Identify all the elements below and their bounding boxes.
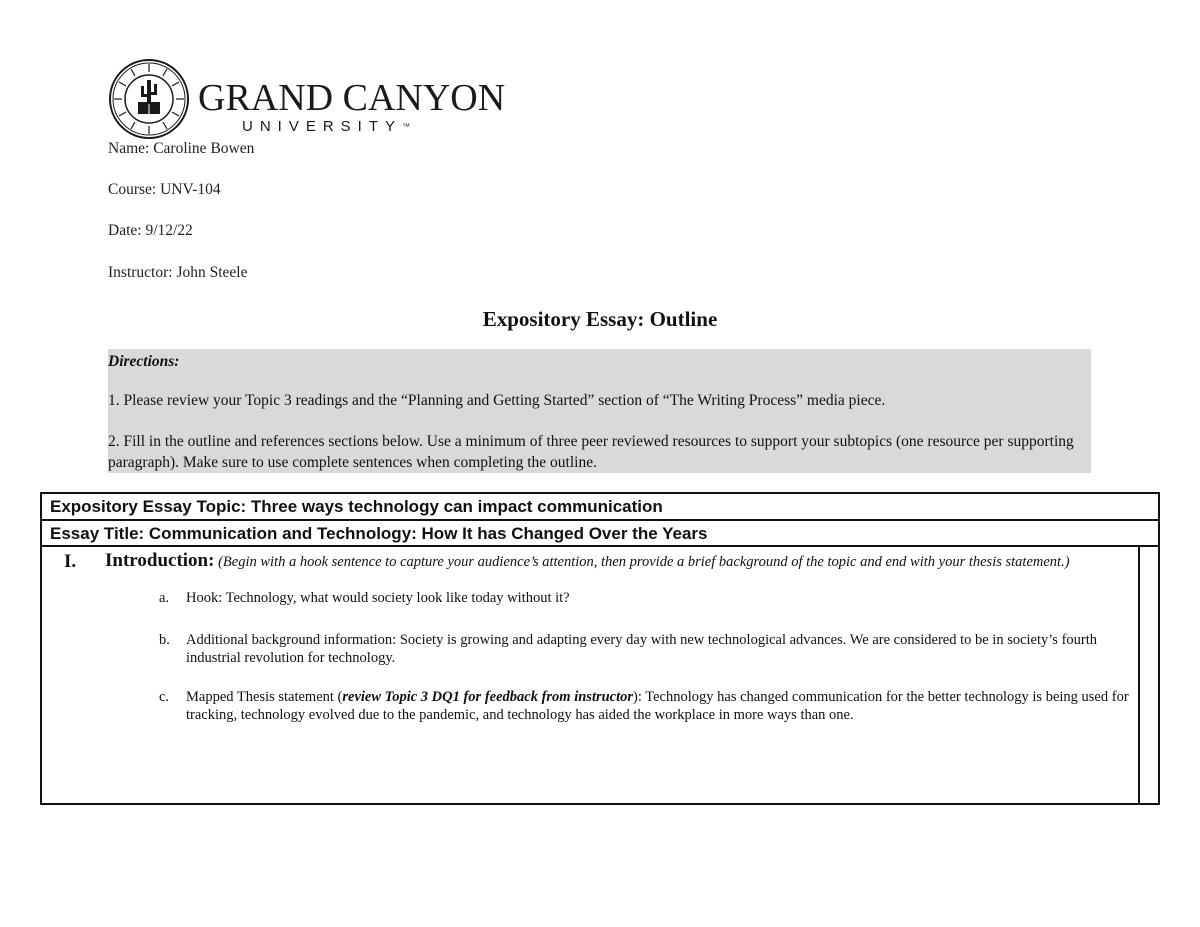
directions-heading: Directions: <box>108 353 180 370</box>
list-item-letter: a. <box>159 590 170 606</box>
list-item-letter: c. <box>159 689 170 705</box>
logo-wordmark <box>198 78 505 118</box>
logo-name-line: GRAND CANYON <box>198 77 506 119</box>
list-item-text <box>186 688 1132 724</box>
university-seal-icon <box>108 58 190 140</box>
table-row-topic <box>42 494 1158 521</box>
thesis-suffix: ): Technology has changed communication for the better technology is being used for tracking, technology evolved due to the pandemic, and technology has aided the workplace in more ways than one. <box>186 689 1129 723</box>
section-title: Introduction: <box>105 550 215 571</box>
instructor-name: Instructor: John Steele <box>108 264 248 281</box>
thesis-emphasis: review Topic 3 DQ1 for feedback from instructor <box>342 689 634 705</box>
date-line: Date: 9/12/22 <box>108 222 193 239</box>
course-code: Course: UNV-104 <box>108 181 221 198</box>
directions-item-1: 1. Please review your Topic 3 readings and the “Planning and Getting Started” section of “The Writing Process” media piece. <box>108 392 886 409</box>
document-title: Expository Essay: Outline <box>482 307 718 331</box>
trademark-symbol: ™ <box>402 122 411 131</box>
thesis-prefix: Mapped Thesis statement ( <box>186 689 343 705</box>
student-name: Name: Caroline Bowen <box>108 140 255 157</box>
table-row-introduction <box>42 547 1158 803</box>
list-item-text: Hook: Technology, what would society look like today without it? <box>186 590 570 606</box>
table-side-column <box>1138 547 1158 803</box>
section-heading <box>105 551 1105 572</box>
list-item-text: Additional background information: Society is growing and adapting every day with new technological advances. We are considered to be in society’s fourth industrial revolution for technology. <box>186 632 1098 666</box>
section-instruction: (Begin with a hook sentence to capture your audience’s attention, then provide a brief background of the topic and end with your thesis statement.) <box>218 554 1070 570</box>
table-row-title <box>42 521 1158 547</box>
essay-topic: Expository Essay Topic: Three ways technology can impact communication <box>50 497 663 516</box>
section-number: I. <box>64 551 77 572</box>
outline-table <box>40 492 1160 805</box>
university-logo <box>108 58 506 142</box>
logo-university-line: UNIVERSITY™ <box>242 118 411 135</box>
list-item-letter: b. <box>159 632 170 648</box>
directions-item-2: 2. Fill in the outline and references sections below. Use a minimum of three peer reviewed resources to support your subtopics (one resource per supporting paragraph). Make sure to use complete sentences when completing the outline. <box>108 433 1074 471</box>
essay-title: Essay Title: Communication and Technology: How It has Changed Over the Years <box>50 524 708 543</box>
directions-box <box>108 349 1091 473</box>
